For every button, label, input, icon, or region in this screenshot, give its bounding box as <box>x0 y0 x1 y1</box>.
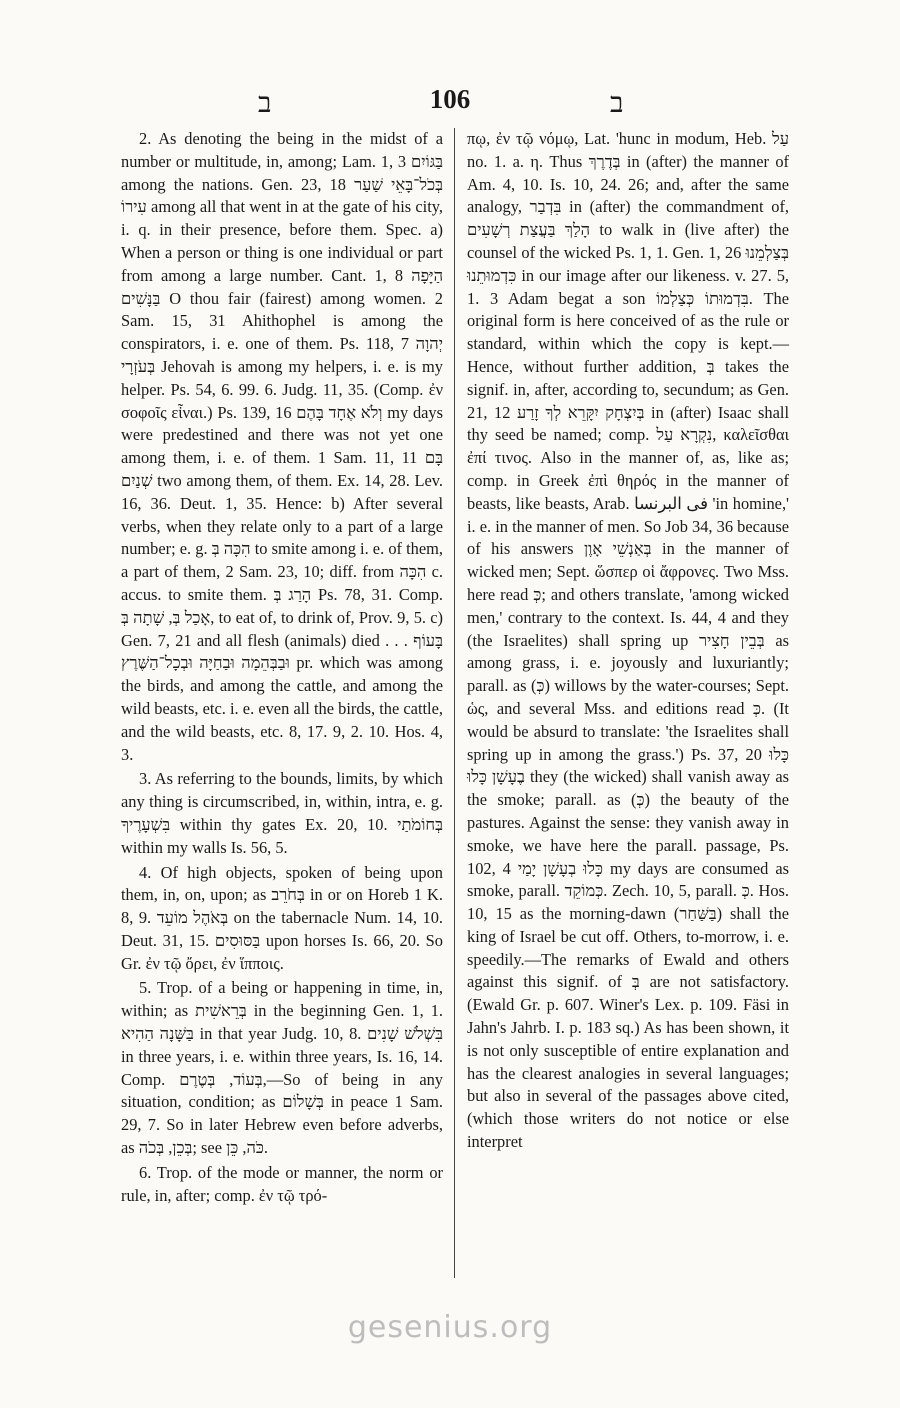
left-column <box>121 128 443 1207</box>
right-column <box>467 128 789 1154</box>
paragraph-6: 6. Trop. of the mode or manner, the norm or rule, in, after; comp. ἐν τῷ τρό- <box>121 1162 443 1205</box>
watermark: gesenius.org <box>347 1310 553 1345</box>
paragraph-2: 2. As denoting the being in the midst of a number or multitude, in, among; Lam. 1, 3 בַּגּוֹיִם among the nations. Gen. 23, 18 בְּכֹל־בָּאֵי שַׁעַר עִירוֹ among all that went in at the gate of his city, i. q. in their presence, before them. Spec. a) When a person or thing is one individual or part from among a large number. Cant. 1, 8 הַיָּפָה בַּנָּשִׁים O thou fair (fairest) among women. 2 Sam. 15, 31 Ahithophel is among the conspirators, i. e. one of them. Ps. 118, 7 יְהוָה בְּעֹזְרָי Jehovah is among my helpers, i. e. is my helper. Ps. 54, 6. 99. 6. Judg. 11, 35. (Comp. ἐν σοφοῖς εἶναι.) Ps. 139, 16 וְלֹא אֶחָד בָּהֶם my days were predestined and there was not yet one among them, i. e. of them. 1 Sam. 11, 11 בָּם שְׁנַיִם two among them, of them. Ex. 14, 28. Lev. 16, 36. Deut. 1, 35. Hence: b) After several verbs, when they relate only to a part of a large number; e. g. הִכָּה בְּ to smite among i. e. of them, a part of them, 2 Sam. 23, 10; diff. from הִכָּה c. accus. to smite them. הָרַג בְּ Ps. 78, 31. Comp. אָכַל בְּ, שָׁתָה בְּ, to eat of, to drink of, Prov. 9, 5. c) Gen. 7, 21 and all flesh (animals) died . . . בָּעוֹף וּבַבְּהֵמָה וּבַחַיָּה וּבְכָל־הַשֶּׁרֶץ pr. which was among the birds, and among the cattle, and among the wild beasts, etc. i. e. even all the birds, the cattle, and the wild beasts, etc. 8, 17. 9, 2. 10. Hos. 4, 3. <box>121 129 443 764</box>
page-number: 106 <box>429 84 471 114</box>
paragraph-5: 5. Trop. of a being or happening in time, in, within; as בְּרֵאשִׁית in the beginning Gen. 1, 1. בַּשָּׁנָה הַהִיא in that year Judg. 10, 8. בִּשְׁלֹשׁ שָׁנִים in three years, i. e. within three years, Is. 16, 14. Comp. בְּעוֹד, בְּטֶרֶם,—So of being in any situation, condition; as בְּשָׁלוֹם in peace 1 Sam. 29, 7. So in later Hebrew even before adverbs, as בְּכֵן, בְּכֹה; see כֹּה, כֵּן. <box>121 978 444 1158</box>
paragraph-3: 3. As referring to the bounds, limits, by which any thing is circumscribed, in, within, intra, e. g. בִּשְׁעָרֶיךָ within thy gates Ex. 20, 10. בְּחוֹמֹתַי within my walls Is. 56, 5. <box>121 769 443 857</box>
header-letter-left: ב <box>258 88 272 119</box>
header-letter-right: ב <box>610 88 624 119</box>
paragraph-4: 4. Of high objects, spoken of being upon them, in, on, upon; as בְּחֹרֵב in or on Horeb 1 K. 8, 9. בְּאֹהֶל מוֹעֵד on the tabernacle Num. 14, 10. Deut. 31, 15. בַּסּוּסִים upon horses Is. 66, 20. So Gr. ἐν τῷ ὄρει, ἐν ἵπποις. <box>121 862 444 973</box>
page-header <box>0 84 900 120</box>
column-divider <box>454 128 455 1278</box>
paragraph-6-continued: πῳ, ἐν τῷ νόμῳ, Lat. 'hunc in modum, Heb. עַל no. 1. a. η. Thus בְּדֶרֶךְ in (after) the manner of Am. 4, 10. Is. 10, 24. 26; and, after the same analogy, בִּדְבַר in (after) the commandment of, הָלַךְ בַּעֲצַת רְשָׁעִים to walk in (live after) the counsel of the wicked Ps. 1, 1. Gen. 1, 26 בְּצַלְמֵנוּ כִּדְמוּתֵנוּ in our image after our likeness. v. 27. 5, 1. 3 Adam begat a son בִּדְמוּתוֹ כְּצַלְמוֹ. The original form is here conceived of as the rule or standard, within which the copy is kept.—Hence, without further addition, בְּ takes the signif. in, after, according to, secundum; as Gen. 21, 12 בְּיִצְחָק יִקָּרֵא לְךָ זָרַע in (after) Isaac shall thy seed be named; comp. נִקְרָא עַל, καλεῖσθαι ἐπί τινος. Also in the manner of, as, like as; comp. in Greek ἐπὶ θηρός in the manner of beasts, like beasts, Arab. فى البرنسا 'in homine,' i. e. in the manner of men. So Job 34, 36 because of his answers בְּאַנְשֵׁי אָוֶן in the manner of wicked men; Sept. ὥσπερ οἱ ἄφρονες. Two Mss. here read כְּ; and others translate, 'among wicked men,' contrary to the context. Is. 44, 4 and they (the Israelites) shall spring up בְּבֵין חָצִיר as among grass, i. e. joyously and luxuriantly; parall. as (כְּ) willows by the water-courses; Sept. ὡς, and several Mss. and editions read כְּ. (It would be absurd to translate: 'the Israelites shall spring up in among the grass.') Ps. 37, 20 כָּלוּ בֶעָשָׁן כָּלוּ they (the wicked) shall vanish away as the smoke; parall. as (כְּ) the beauty of the pastures. Against the sense: they vanish away in smoke, we have here the parall. passage, Ps. 102, 4 כָּלוּ בְעָשָׁן יָמַי my days are consumed as smoke, parall. כְּמוֹקֵד. Zech. 10, 5, parall. כְּ. Hos. 10, 15 as the morning-dawn (בַּשַּׁחַר) shall the king of Israel be cut off. Others, to-morrow, i. e. speedily.—The remarks of Ewald and others against this signif. of בְּ are not satisfactory. (Ewald Gr. p. 607. Winer's Lex. p. 109. Fäsi in Jahn's Jahrb. I. p. 183 sq.) As has been shown, it is not only susceptible of entire explanation and has the clearest analogies in several languages; but also in several of the passages above cited, (which those writers do not notice or else interpret <box>467 129 790 1152</box>
